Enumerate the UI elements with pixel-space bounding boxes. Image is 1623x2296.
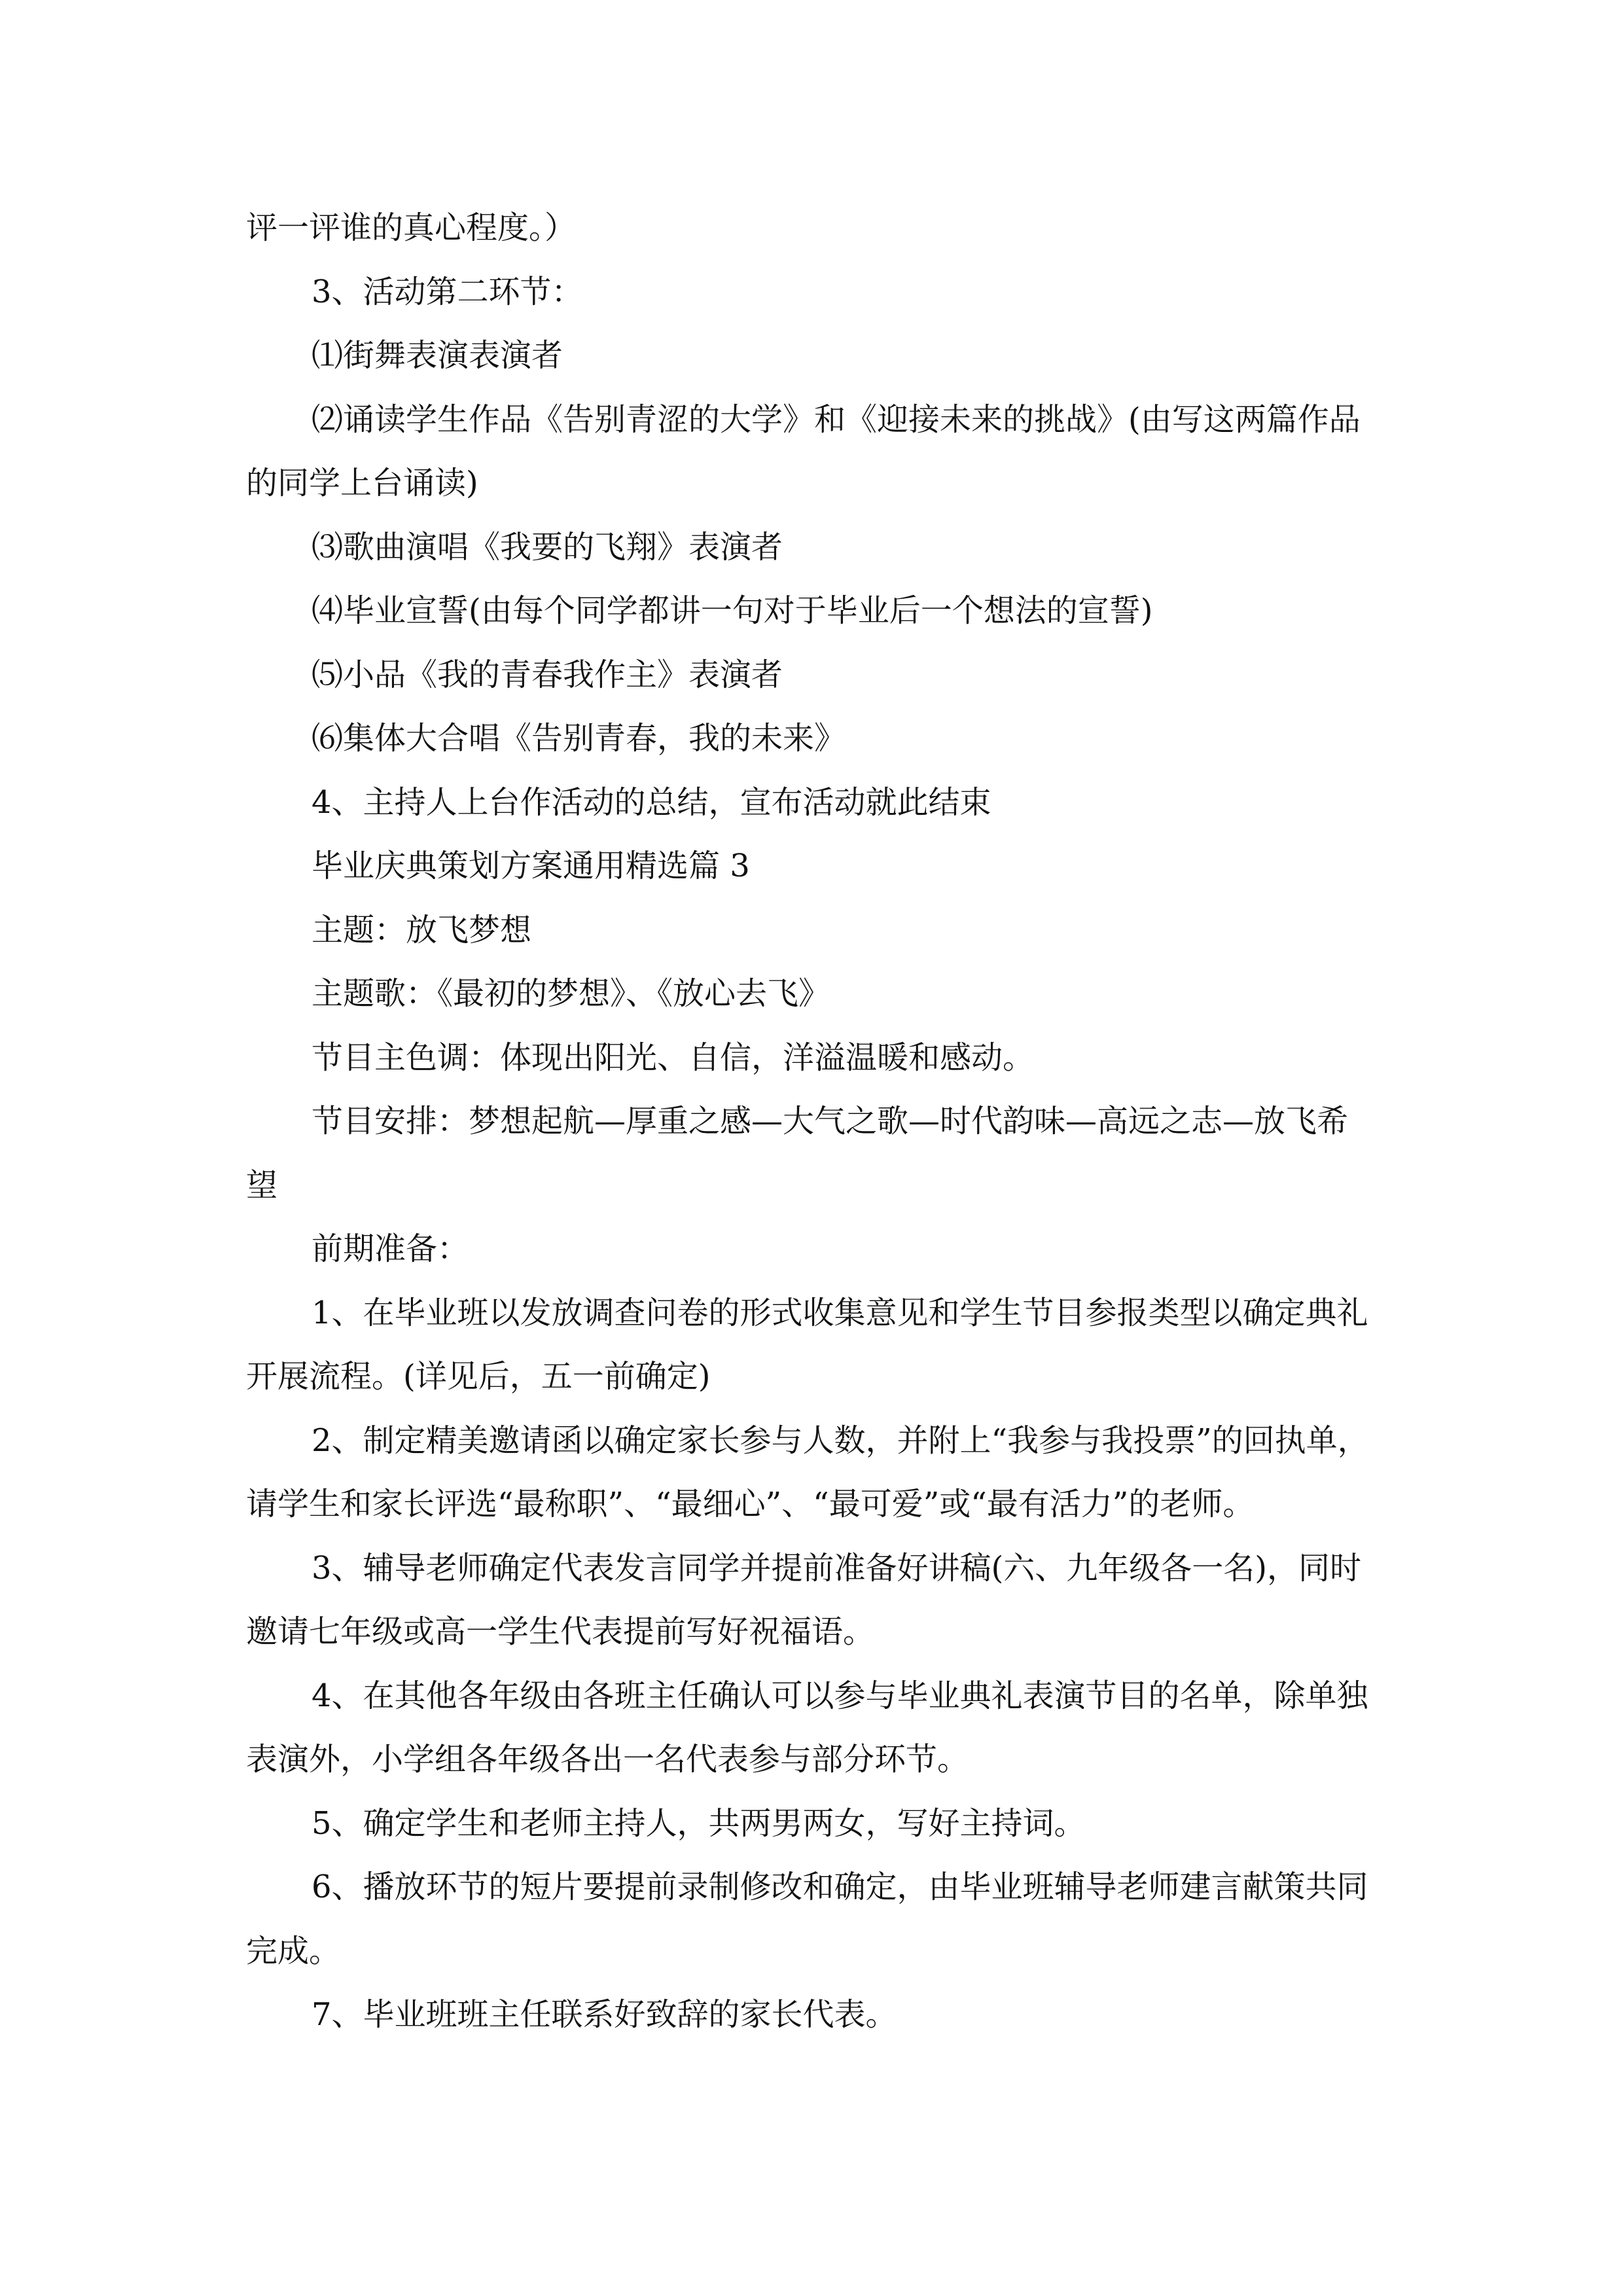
paragraph-21: 7、毕业班班主任联系好致辞的家长代表。 [312, 1996, 897, 2033]
paragraph-20: 6、播放环节的短片要提前录制修改和确定，由毕业班辅导老师建言献策共同完成。 [246, 1869, 1368, 1969]
paragraph-5: ⑷毕业宣誓(由每个同学都讲一句对于毕业后一个想法的宣誓) [312, 592, 1153, 629]
paragraph-1: 3、活动第二环节： [312, 273, 583, 310]
paragraph-14: 前期准备： [312, 1230, 469, 1267]
paragraph-18: 4、在其他各年级由各班主任确认可以参与毕业典礼表演节目的名单，除单独表演外，小学组各年级各出一名代表参与部分环节。 [246, 1677, 1368, 1778]
paragraph-10: 主题：放飞梦想 [312, 911, 532, 948]
paragraph-17: 3、辅导老师确定代表发言同学并提前准备好讲稿(六、九年级各一名)，同时邀请七年级或高一学生代表提前写好祝福语。 [246, 1549, 1361, 1650]
paragraph-15: 1、在毕业班以发放调查问卷的形式收集意见和学生节目参报类型以确定典礼开展流程。(详见后，五一前确定) [246, 1294, 1368, 1395]
paragraph-8: 4、主持人上台作活动的总结，宣布活动就此结束 [312, 783, 991, 821]
paragraph-12: 节目主色调：体现出阳光、自信，洋溢温暖和感动。 [312, 1039, 1035, 1076]
paragraph-4: ⑶歌曲演唱《我要的飞翔》表演者 [312, 528, 783, 565]
paragraph-7: ⑹集体大合唱《告别青春，我的未来》 [312, 720, 846, 757]
paragraph-13: 节目安排：梦想起航—厚重之感—大气之歌—时代韵味—高远之志—放飞希望 [246, 1103, 1349, 1204]
paragraph-19: 5、确定学生和老师主持人，共两男两女，写好主持词。 [312, 1804, 1086, 1842]
paragraph-3: ⑵诵读学生作品《告别青涩的大学》和《迎接未来的挑战》(由写这两篇作品的同学上台诵读) [246, 401, 1361, 501]
paragraph-2: ⑴街舞表演表演者 [312, 337, 563, 374]
paragraph-11: 主题歌：《最初的梦想》、《放心去飞》 [312, 975, 830, 1012]
document-body [246, 196, 1378, 2047]
section-title: 毕业庆典策划方案通用精选篇 3 [312, 848, 750, 884]
paragraph-16: 2、制定精美邀请函以确定家长参与人数，并附上“我参与我投票”的回执单，请学生和家长评选“最称职”、“最细心”、“最可爱”或“最有活力”的老师。 [246, 1422, 1369, 1522]
paragraph-6: ⑸小品《我的青春我作主》表演者 [312, 656, 783, 693]
paragraph-0: 评一评谁的真心程度。） [246, 209, 577, 246]
